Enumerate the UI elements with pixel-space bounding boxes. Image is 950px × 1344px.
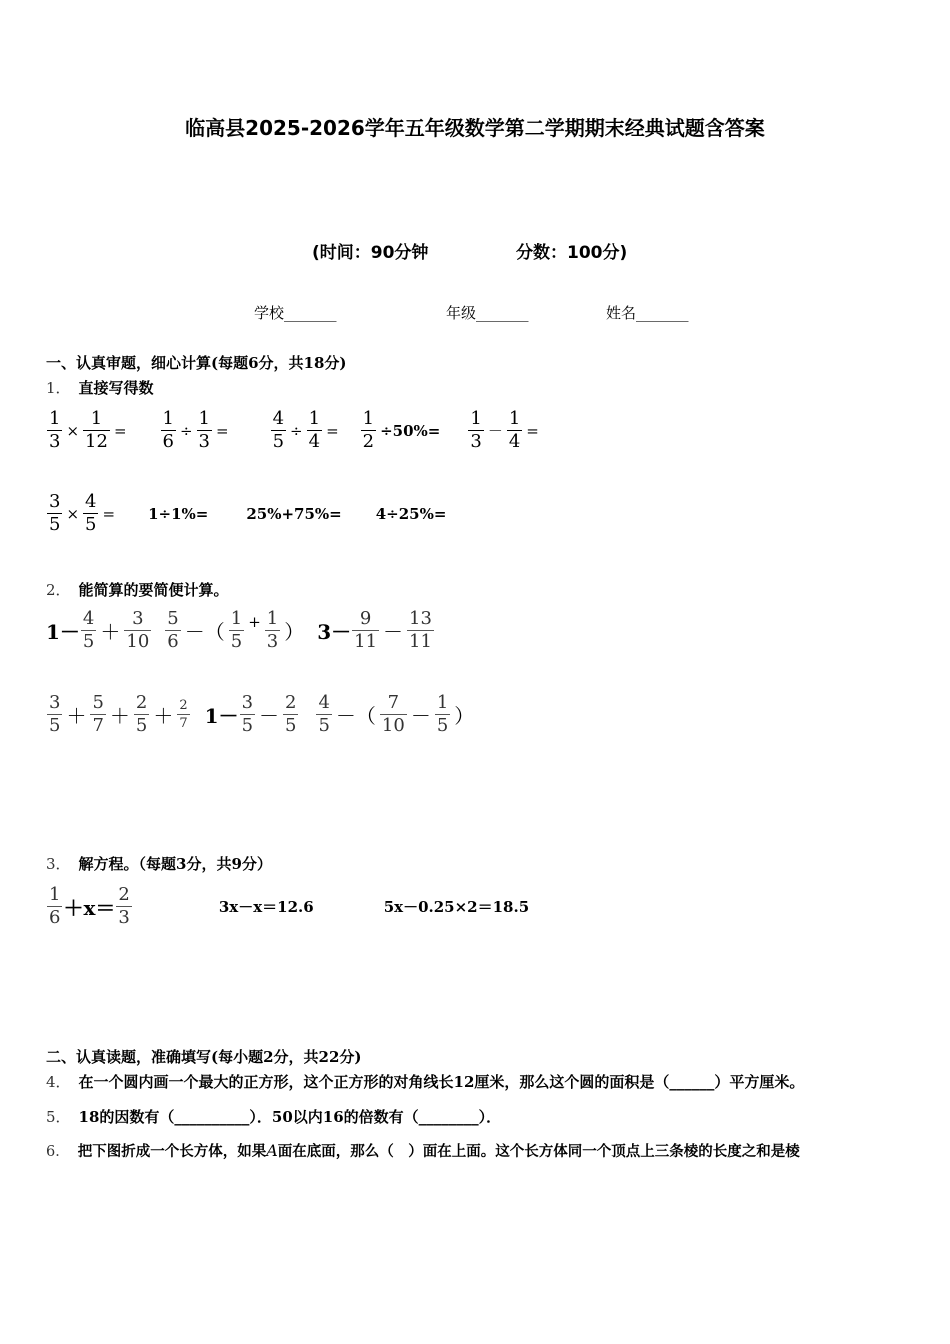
q2-row1 [46, 610, 435, 651]
expr-13: $\frac{3}{5}$ ＋ $\frac{5}{7}$ ＋ $\frac{2}{5}$ ＋ $\frac{2}{7}$ [49, 692, 188, 736]
expr-5: $\frac{1}{3}$ － $\frac{1}{4}$ = [470, 408, 539, 452]
question-number: 3． [46, 855, 71, 873]
question-text: 18的因数有（__________）．50以内16的倍数有（________）． [78, 1108, 502, 1126]
equation-1: $\frac{1}{6}$ ＋x＝ $\frac{2}{3}$ [49, 884, 130, 928]
question-number: 6． [46, 1144, 70, 1160]
question-number: 4． [46, 1073, 71, 1091]
question-5 [46, 1106, 501, 1127]
time-info: (时间：90分钟 [312, 243, 429, 263]
grade-field: 年级_______ [446, 304, 529, 322]
question-text: 解方程。（每题3分，共9分） [78, 855, 272, 873]
page-title: 临高县2025-2026学年五年级数学第二学期期末经典试题含答案 [185, 116, 765, 140]
expr-7: 1÷1%= [148, 504, 209, 523]
expr-4: $\frac{1}{2}$ ÷50%= [362, 408, 441, 452]
expr-1: $\frac{1}{3}$ × $\frac{1}{12}$ = [49, 408, 127, 452]
expr-6: $\frac{3}{5}$ × $\frac{4}{5}$ = [49, 491, 116, 535]
question-1 [46, 377, 154, 398]
expr-3: $\frac{4}{5}$ ÷ $\frac{1}{4}$ = [272, 408, 339, 452]
question-text-a: 把下图折成一个长方体，如果 [77, 1143, 267, 1160]
expr-11: $\frac{5}{6}$ －（ $\frac{1}{5}$ + $\frac{1}{3}$ ） [167, 608, 305, 652]
question-text: 能简算的要简便计算。 [78, 581, 229, 599]
question-number: 2． [46, 581, 71, 599]
expr-15: $\frac{4}{5}$ －（ $\frac{7}{10}$ － $\frac{1}{5}$ ） [318, 692, 475, 736]
score-info: 分数：100分) [516, 243, 628, 263]
q1-row2 [46, 493, 446, 534]
question-2 [46, 579, 229, 600]
question-text-b: 面在底面，那么（ ）面在上面。这个长方体同一个顶点上三条棱的长度之和是棱 [277, 1143, 800, 1160]
question-text: 直接写得数 [78, 379, 154, 397]
q2-row2 [46, 694, 477, 735]
question-text: 在一个圆内画一个最大的正方形，这个正方形的对角线长12厘米，那么这个圆的面积是（______）平方厘米。 [78, 1073, 805, 1091]
question-number: 1． [46, 379, 71, 397]
q3-row [46, 886, 529, 927]
q1-row1 [46, 410, 542, 451]
equation-2: 3x－x＝12.6 [218, 898, 314, 916]
expr-9: 4÷25%= [375, 504, 447, 523]
section2-heading: 二、认真读题，准确填写(每小题2分，共22分) [46, 1048, 362, 1066]
expr-8: 25%+75%= [246, 504, 342, 523]
face-letter: A [266, 1141, 278, 1160]
question-4 [46, 1071, 804, 1092]
expr-12: 3－ $\frac{9}{11}$ － $\frac{13}{11}$ [317, 608, 432, 652]
school-field: 学校_______ [254, 304, 337, 322]
question-3 [46, 853, 272, 874]
section1-heading: 一、认真审题，细心计算(每题6分，共18分) [46, 354, 347, 372]
question-6 [46, 1140, 800, 1161]
question-number: 5． [46, 1108, 71, 1126]
name-field: 姓名_______ [606, 304, 689, 322]
expr-2: $\frac{1}{6}$ ÷ $\frac{1}{3}$ = [162, 408, 229, 452]
equation-3: 5x－0.25×2＝18.5 [383, 898, 530, 916]
expr-14: 1－ $\frac{3}{5}$ － $\frac{2}{5}$ [204, 692, 297, 736]
expr-10: 1－ $\frac{4}{5}$ ＋ $\frac{3}{10}$ [46, 608, 150, 652]
